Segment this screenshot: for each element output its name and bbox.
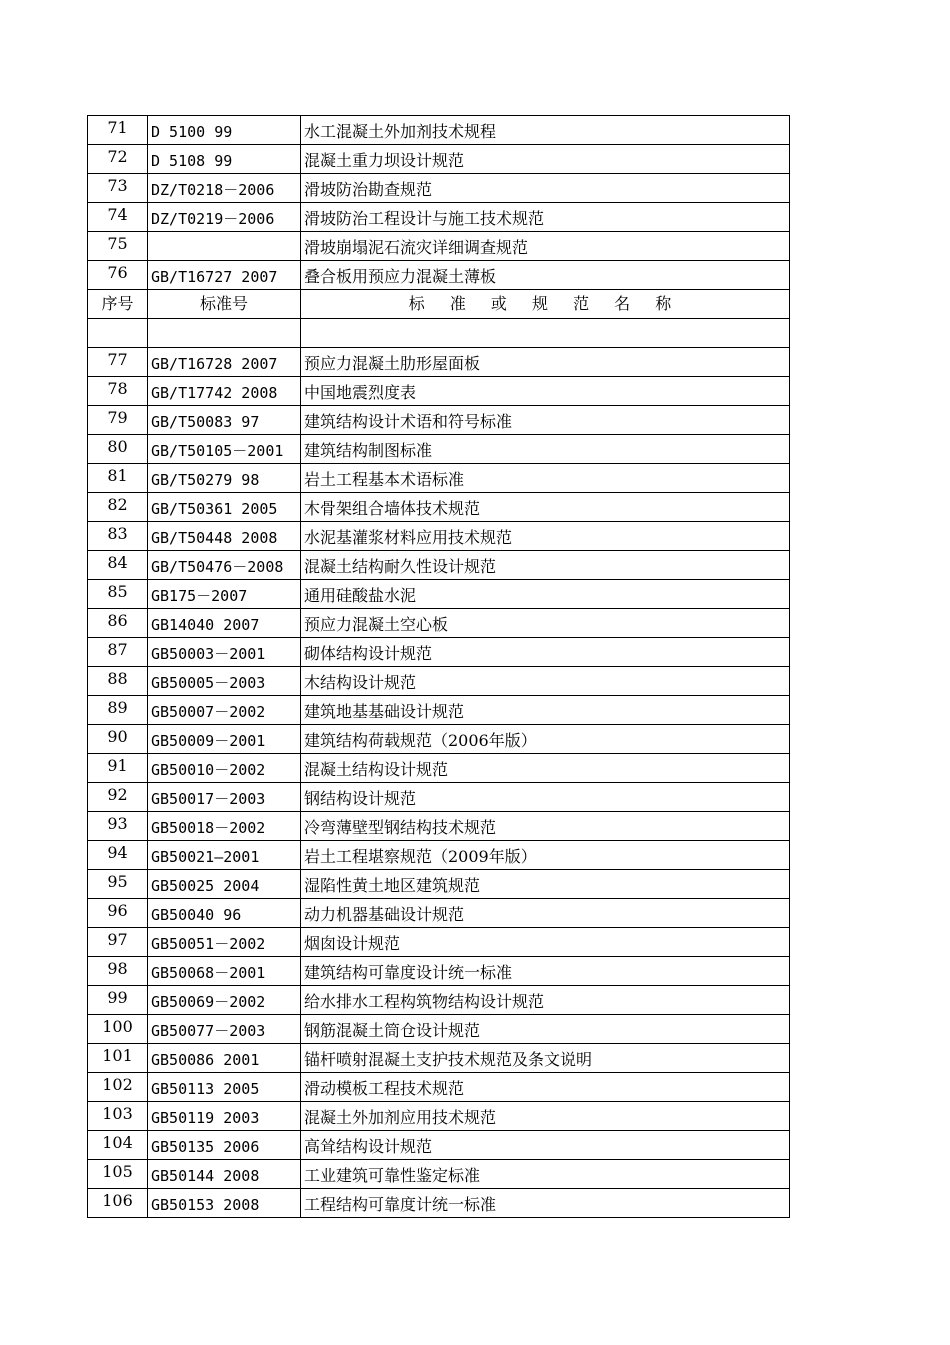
row-standard-name: 预应力混凝土肋形屋面板: [301, 348, 790, 377]
row-standard-number: DZ/T0218－2006: [148, 174, 301, 203]
row-standard-name: 湿陷性黄土地区建筑规范: [301, 870, 790, 899]
row-standard-number: GB14040 2007: [148, 609, 301, 638]
table-row: [88, 203, 790, 232]
row-serial-number: 71: [88, 116, 148, 145]
row-serial-number: 96: [88, 899, 148, 928]
row-standard-name: 混凝土重力坝设计规范: [301, 145, 790, 174]
row-serial-number: 93: [88, 812, 148, 841]
table-row: [88, 1073, 790, 1102]
table-row: [88, 116, 790, 145]
row-serial-number: 75: [88, 232, 148, 261]
table-body-bottom: [88, 348, 790, 1218]
row-serial-number: 105: [88, 1160, 148, 1189]
row-serial-number: 85: [88, 580, 148, 609]
row-standard-name: 滑坡防治工程设计与施工技术规范: [301, 203, 790, 232]
row-standard-name: 岩土工程堪察规范（2009年版）: [301, 841, 790, 870]
row-standard-name: 木结构设计规范: [301, 667, 790, 696]
row-standard-number: GB/T50105－2001: [148, 435, 301, 464]
row-serial-number: 82: [88, 493, 148, 522]
row-standard-number: D 5100 99: [148, 116, 301, 145]
row-serial-number: 90: [88, 725, 148, 754]
row-serial-number: 87: [88, 638, 148, 667]
table-row: [88, 145, 790, 174]
table-row: [88, 1015, 790, 1044]
row-standard-number: GB50021—2001: [148, 841, 301, 870]
row-standard-number: [148, 232, 301, 261]
row-serial-number: 76: [88, 261, 148, 290]
row-standard-name: 钢筋混凝土筒仓设计规范: [301, 1015, 790, 1044]
row-serial-number: 83: [88, 522, 148, 551]
table-body-top: [88, 116, 790, 290]
row-standard-number: GB50025 2004: [148, 870, 301, 899]
table-row: [88, 1160, 790, 1189]
table-row: [88, 377, 790, 406]
row-standard-name: 滑动模板工程技术规范: [301, 1073, 790, 1102]
row-standard-name: 滑坡防治勘查规范: [301, 174, 790, 203]
row-standard-name: 冷弯薄壁型钢结构技术规范: [301, 812, 790, 841]
row-serial-number: 94: [88, 841, 148, 870]
table-row: [88, 899, 790, 928]
row-standard-name: 砌体结构设计规范: [301, 638, 790, 667]
table-row: [88, 667, 790, 696]
row-standard-number: GB/T50448 2008: [148, 522, 301, 551]
table-row: [88, 493, 790, 522]
table-row: [88, 1044, 790, 1073]
row-serial-number: 74: [88, 203, 148, 232]
row-standard-name: 建筑结构荷载规范（2006年版）: [301, 725, 790, 754]
table-row: [88, 754, 790, 783]
row-standard-name: 水泥基灌浆材料应用技术规范: [301, 522, 790, 551]
row-serial-number: 103: [88, 1102, 148, 1131]
row-standard-name: 通用硅酸盐水泥: [301, 580, 790, 609]
row-standard-name: 建筑结构制图标准: [301, 435, 790, 464]
row-standard-name: 钢结构设计规范: [301, 783, 790, 812]
row-serial-number: 72: [88, 145, 148, 174]
table-row: [88, 812, 790, 841]
table-row: [88, 783, 790, 812]
table-row: [88, 435, 790, 464]
row-standard-number: GB/T17742 2008: [148, 377, 301, 406]
table-row: [88, 638, 790, 667]
table-row: [88, 261, 790, 290]
row-standard-name: 水工混凝土外加剂技术规程: [301, 116, 790, 145]
row-standard-name: 工业建筑可靠性鉴定标准: [301, 1160, 790, 1189]
row-standard-name: 锚杆喷射混凝土支护技术规范及条文说明: [301, 1044, 790, 1073]
spacer-cell: [301, 319, 790, 348]
row-standard-name: 建筑结构可靠度设计统一标准: [301, 957, 790, 986]
table-row: [88, 986, 790, 1015]
row-standard-number: GB50003－2001: [148, 638, 301, 667]
header-row: [88, 290, 790, 319]
row-serial-number: 80: [88, 435, 148, 464]
table-row: [88, 725, 790, 754]
row-standard-number: GB50068－2001: [148, 957, 301, 986]
row-standard-number: GB50007－2002: [148, 696, 301, 725]
row-standard-number: GB50040 96: [148, 899, 301, 928]
table-row: [88, 464, 790, 493]
row-standard-name: 滑坡崩塌泥石流灾详细调查规范: [301, 232, 790, 261]
row-serial-number: 97: [88, 928, 148, 957]
header-standard-name: 标 准 或 规 范 名 称: [301, 290, 790, 319]
row-standard-number: GB50086 2001: [148, 1044, 301, 1073]
row-standard-number: GB/T50361 2005: [148, 493, 301, 522]
row-standard-name: 建筑结构设计术语和符号标准: [301, 406, 790, 435]
row-standard-number: GB50135 2006: [148, 1131, 301, 1160]
table-row: [88, 609, 790, 638]
table-row: [88, 841, 790, 870]
row-standard-number: DZ/T0219－2006: [148, 203, 301, 232]
row-standard-number: GB50113 2005: [148, 1073, 301, 1102]
row-standard-number: GB50017－2003: [148, 783, 301, 812]
table-row: [88, 406, 790, 435]
table-header-section: [88, 290, 790, 348]
row-serial-number: 89: [88, 696, 148, 725]
table-row: [88, 1102, 790, 1131]
row-standard-name: 岩土工程基本术语标准: [301, 464, 790, 493]
row-standard-number: D 5108 99: [148, 145, 301, 174]
row-standard-name: 建筑地基基础设计规范: [301, 696, 790, 725]
row-standard-name: 动力机器基础设计规范: [301, 899, 790, 928]
row-serial-number: 79: [88, 406, 148, 435]
row-serial-number: 86: [88, 609, 148, 638]
row-standard-name: 混凝土外加剂应用技术规范: [301, 1102, 790, 1131]
row-standard-number: GB/T50279 98: [148, 464, 301, 493]
table-row: [88, 348, 790, 377]
header-spacer-row: [88, 319, 790, 348]
header-serial-number: 序号: [88, 290, 148, 319]
row-standard-number: GB50153 2008: [148, 1189, 301, 1218]
row-serial-number: 104: [88, 1131, 148, 1160]
table-row: [88, 232, 790, 261]
row-serial-number: 100: [88, 1015, 148, 1044]
row-serial-number: 99: [88, 986, 148, 1015]
row-standard-name: 高耸结构设计规范: [301, 1131, 790, 1160]
row-standard-number: GB50144 2008: [148, 1160, 301, 1189]
row-serial-number: 78: [88, 377, 148, 406]
row-standard-name: 给水排水工程构筑物结构设计规范: [301, 986, 790, 1015]
table-row: [88, 551, 790, 580]
row-serial-number: 102: [88, 1073, 148, 1102]
row-serial-number: 106: [88, 1189, 148, 1218]
spacer-cell: [88, 319, 148, 348]
row-standard-number: GB/T50476－2008: [148, 551, 301, 580]
row-standard-name: 中国地震烈度表: [301, 377, 790, 406]
row-serial-number: 73: [88, 174, 148, 203]
table-row: [88, 580, 790, 609]
row-standard-number: GB/T16727 2007: [148, 261, 301, 290]
row-standard-name: 混凝土结构设计规范: [301, 754, 790, 783]
row-standard-number: GB50009－2001: [148, 725, 301, 754]
header-standard-number: 标准号: [148, 290, 301, 319]
table-row: [88, 928, 790, 957]
row-serial-number: 95: [88, 870, 148, 899]
row-standard-number: GB50018－2002: [148, 812, 301, 841]
row-standard-number: GB50119 2003: [148, 1102, 301, 1131]
row-serial-number: 92: [88, 783, 148, 812]
row-standard-number: GB50077－2003: [148, 1015, 301, 1044]
row-standard-name: 木骨架组合墙体技术规范: [301, 493, 790, 522]
row-serial-number: 84: [88, 551, 148, 580]
row-standard-name: 混凝土结构耐久性设计规范: [301, 551, 790, 580]
row-standard-number: GB/T50083 97: [148, 406, 301, 435]
row-standard-name: 烟囱设计规范: [301, 928, 790, 957]
row-standard-number: GB175－2007: [148, 580, 301, 609]
table-row: [88, 870, 790, 899]
standards-table: [87, 115, 790, 1218]
row-standard-name: 叠合板用预应力混凝土薄板: [301, 261, 790, 290]
table-row: [88, 957, 790, 986]
row-serial-number: 88: [88, 667, 148, 696]
row-serial-number: 101: [88, 1044, 148, 1073]
spacer-cell: [148, 319, 301, 348]
row-serial-number: 91: [88, 754, 148, 783]
row-standard-number: GB50069－2002: [148, 986, 301, 1015]
row-standard-name: 预应力混凝土空心板: [301, 609, 790, 638]
table-row: [88, 696, 790, 725]
row-standard-number: GB50010－2002: [148, 754, 301, 783]
row-standard-number: GB50005－2003: [148, 667, 301, 696]
row-standard-name: 工程结构可靠度计统一标准: [301, 1189, 790, 1218]
table-row: [88, 1189, 790, 1218]
table-row: [88, 1131, 790, 1160]
row-standard-number: GB50051－2002: [148, 928, 301, 957]
row-standard-number: GB/T16728 2007: [148, 348, 301, 377]
row-serial-number: 77: [88, 348, 148, 377]
row-serial-number: 81: [88, 464, 148, 493]
table-row: [88, 522, 790, 551]
table-row: [88, 174, 790, 203]
row-serial-number: 98: [88, 957, 148, 986]
